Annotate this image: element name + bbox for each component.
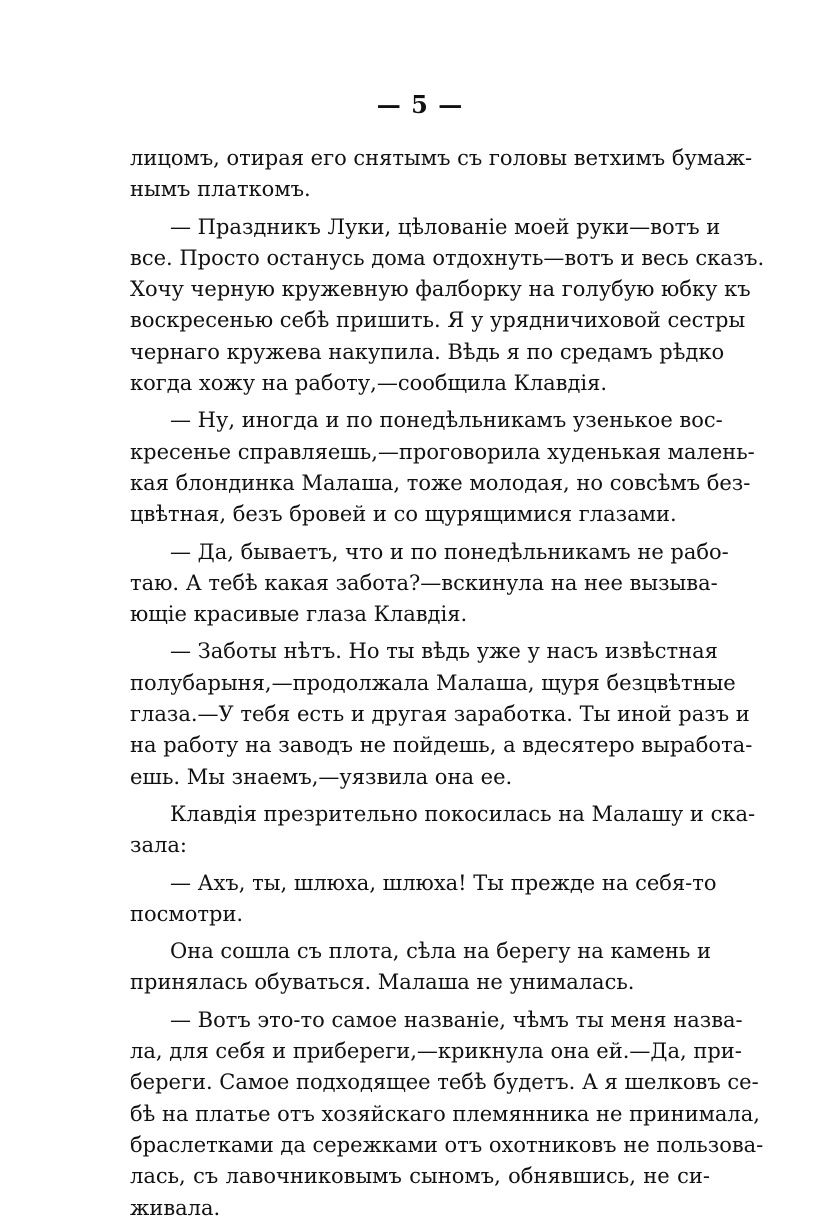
text-line: нымъ платкомъ. xyxy=(130,177,311,202)
text-line: посмотри. xyxy=(130,901,244,926)
text-line: — Праздникъ Луки, цѣлованіе моей руки—вотъ и xyxy=(170,214,721,239)
text-line: Клавдія презрительно покосилась на Малашу и ска- xyxy=(170,801,756,826)
text-line: лась, съ лавочниковымъ сыномъ, обнявшись, не си- xyxy=(130,1164,710,1189)
text-line: — Ахъ, ты, шлюха, шлюха! Ты прежде на себя-то xyxy=(170,870,717,895)
text-line: ешь. Мы знаемъ,—уязвила она ее. xyxy=(130,764,513,789)
text-line: лицомъ, отирая его снятымъ съ головы ветхимъ бумаж- xyxy=(130,146,753,170)
text-line: таю. А тебѣ какая забота?—вскинула на нее вызыва- xyxy=(130,570,718,595)
text-line: кая блондинка Малаша, тоже молодая, но совсѣмъ без- xyxy=(130,470,751,495)
text-line: береги. Самое подходящее тебѣ будетъ. А я шелковъ се- xyxy=(130,1070,759,1095)
body-text xyxy=(130,143,765,1224)
paragraph xyxy=(130,868,717,931)
text-line: принялась обуваться. Малаша не унималась. xyxy=(130,970,635,995)
text-line: — Да, бываетъ, что и по понедѣльникамъ не рабо- xyxy=(170,539,729,564)
paragraph xyxy=(130,143,753,206)
text-line: воскресенью себѣ пришить. Я у урядничиховой сестры xyxy=(130,308,746,333)
paragraph xyxy=(130,212,765,400)
text-line: браслетками да сережками отъ охотниковъ не пользова- xyxy=(130,1132,764,1157)
paragraph xyxy=(130,636,753,792)
text-line: все. Просто останусь дома отдохнуть—вотъ и весь сказъ. xyxy=(130,245,765,270)
text-line: на работу на заводъ не пойдешь, а вдесятеро выработа- xyxy=(130,733,753,758)
paragraph xyxy=(130,405,755,530)
text-line: глаза.—У тебя есть и другая заработка. Ты иной разъ и xyxy=(130,702,750,727)
text-line: живала. xyxy=(130,1195,221,1220)
text-line: зала: xyxy=(130,833,187,858)
paragraph xyxy=(130,936,710,999)
text-line: ла, для себя и прибереги,—крикнула она ей.—Да, при- xyxy=(130,1039,742,1064)
text-line: чернаго кружева накупила. Вѣдь я по средамъ рѣдко xyxy=(130,339,725,364)
text-line: — Ну, иногда и по понедѣльникамъ узенькое вос- xyxy=(170,408,723,433)
text-line: кресенье справляешь,—проговорила худенькая малень- xyxy=(130,439,755,464)
text-line: полубарыня,—продолжала Малаша, щуря безцвѣтные xyxy=(130,670,736,695)
page-number: — 5 — xyxy=(376,90,464,119)
text-line: ющіе красивые глаза Клавдія. xyxy=(130,602,468,627)
text-line: когда хожу на работу,—сообщила Клавдія. xyxy=(130,371,608,396)
text-line: Она сошла съ плота, сѣла на берегу на камень и xyxy=(170,939,711,964)
text-line: — Заботы нѣтъ. Но ты вѣдь уже у насъ извѣстная xyxy=(170,639,718,664)
paragraph xyxy=(130,537,729,631)
paragraph xyxy=(130,799,756,862)
text-line: бѣ на платье отъ хозяйскаго племянника не принимала, xyxy=(130,1101,760,1126)
text-line: Хочу черную кружевную фалборку на голубую юбку къ xyxy=(130,277,751,302)
text-line: цвѣтная, безъ бровей и со щурящимися глазами. xyxy=(130,502,677,527)
text-line: — Вотъ это-то самое названіе, чѣмъ ты меня назва- xyxy=(170,1007,743,1032)
